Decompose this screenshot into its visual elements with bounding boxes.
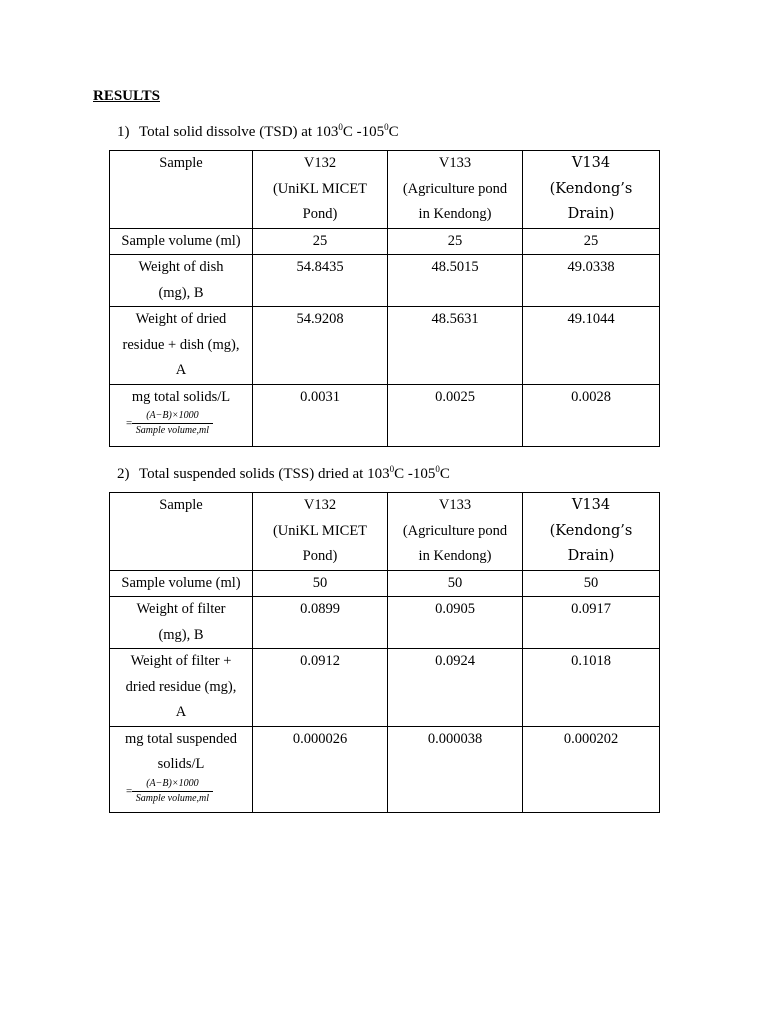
title-superscript: 0 xyxy=(384,122,389,132)
section-number: 1) xyxy=(117,124,130,140)
header-v134: V134 (Kendong’s Drain) xyxy=(523,151,660,229)
cell-v133: 0.000038 xyxy=(388,726,523,812)
cell-v133: 48.5015 xyxy=(388,255,523,307)
table-row xyxy=(110,228,660,255)
cell-v133: 0.0924 xyxy=(388,649,523,727)
title-text: Total solid dissolve (TSD) at 103 xyxy=(139,124,339,140)
section-2-title xyxy=(117,466,450,483)
cell-v134: 0.0028 xyxy=(523,384,660,446)
title-text: C -105 xyxy=(342,124,385,140)
table-row xyxy=(110,570,660,597)
cell-v132: 25 xyxy=(253,228,388,255)
table-row xyxy=(110,649,660,727)
row-label: Weight of filter (mg), B xyxy=(110,597,253,649)
title-text: C xyxy=(439,466,450,482)
formula: = $\frac{(A-B)\times 1000}{\text{Sample volume,ml}}$ xyxy=(114,778,248,807)
title-superscript: 0 xyxy=(389,464,395,474)
row-label: Weight of dried residue + dish (mg), A xyxy=(110,307,253,385)
cell-v132: 0.0912 xyxy=(253,649,388,727)
cell-v132: 50 xyxy=(253,570,388,597)
title-text: Total suspended solids (TSS) dried at 103 xyxy=(139,466,390,482)
row-label: mg total suspended solids/L = $\frac{(A-B)\times 1000}{\text{Sample volume,ml}}$ xyxy=(110,726,253,812)
table-row xyxy=(110,597,660,649)
tss-results-table xyxy=(109,492,660,813)
table-row xyxy=(110,726,660,812)
tsd-results-table xyxy=(109,150,660,447)
title-superscript: 0 xyxy=(435,464,440,474)
table-row xyxy=(110,384,660,446)
cell-v133: 0.0905 xyxy=(388,597,523,649)
section-number: 2) xyxy=(117,466,130,482)
title-superscript: 0 xyxy=(338,122,343,132)
cell-v132: 0.0899 xyxy=(253,597,388,649)
header-sample: Sample xyxy=(110,151,253,229)
header-v134: V134 (Kendong’s Drain) xyxy=(523,493,660,571)
cell-v134: 0.0917 xyxy=(523,597,660,649)
title-text: C xyxy=(388,124,399,140)
formula: = $\frac{(A-B)\times 1000}{\text{Sample volume,ml}}$ xyxy=(114,410,248,439)
cell-v134: 0.000202 xyxy=(523,726,660,812)
cell-v134: 0.1018 xyxy=(523,649,660,727)
cell-v134: 25 xyxy=(523,228,660,255)
cell-v134: 49.0338 xyxy=(523,255,660,307)
header-v133: V133 (Agriculture pond in Kendong) xyxy=(388,151,523,229)
row-label: mg total solids/L = $\frac{(A-B)\times 1000}{\text{Sample volume,ml}}$ xyxy=(110,384,253,446)
header-sample: Sample xyxy=(110,493,253,571)
section-1-title xyxy=(117,124,399,141)
table-row xyxy=(110,307,660,385)
header-v132: V132 (UniKL MICET Pond) xyxy=(253,151,388,229)
cell-v133: 50 xyxy=(388,570,523,597)
cell-v132: 54.8435 xyxy=(253,255,388,307)
results-heading: RESULTS xyxy=(93,88,160,104)
row-label: Sample volume (ml) xyxy=(110,570,253,597)
cell-v132: 0.000026 xyxy=(253,726,388,812)
cell-v134: 49.1044 xyxy=(523,307,660,385)
table-row xyxy=(110,255,660,307)
row-label: Sample volume (ml) xyxy=(110,228,253,255)
cell-v134: 50 xyxy=(523,570,660,597)
row-label: Weight of filter + dried residue (mg), A xyxy=(110,649,253,727)
cell-v133: 48.5631 xyxy=(388,307,523,385)
cell-v132: 54.9208 xyxy=(253,307,388,385)
title-text: C -105 xyxy=(394,466,436,482)
cell-v133: 25 xyxy=(388,228,523,255)
table-header-row xyxy=(110,151,660,229)
row-label: Weight of dish (mg), B xyxy=(110,255,253,307)
header-v133: V133 (Agriculture pond in Kendong) xyxy=(388,493,523,571)
cell-v132: 0.0031 xyxy=(253,384,388,446)
cell-v133: 0.0025 xyxy=(388,384,523,446)
table-header-row xyxy=(110,493,660,571)
header-v132: V132 (UniKL MICET Pond) xyxy=(253,493,388,571)
